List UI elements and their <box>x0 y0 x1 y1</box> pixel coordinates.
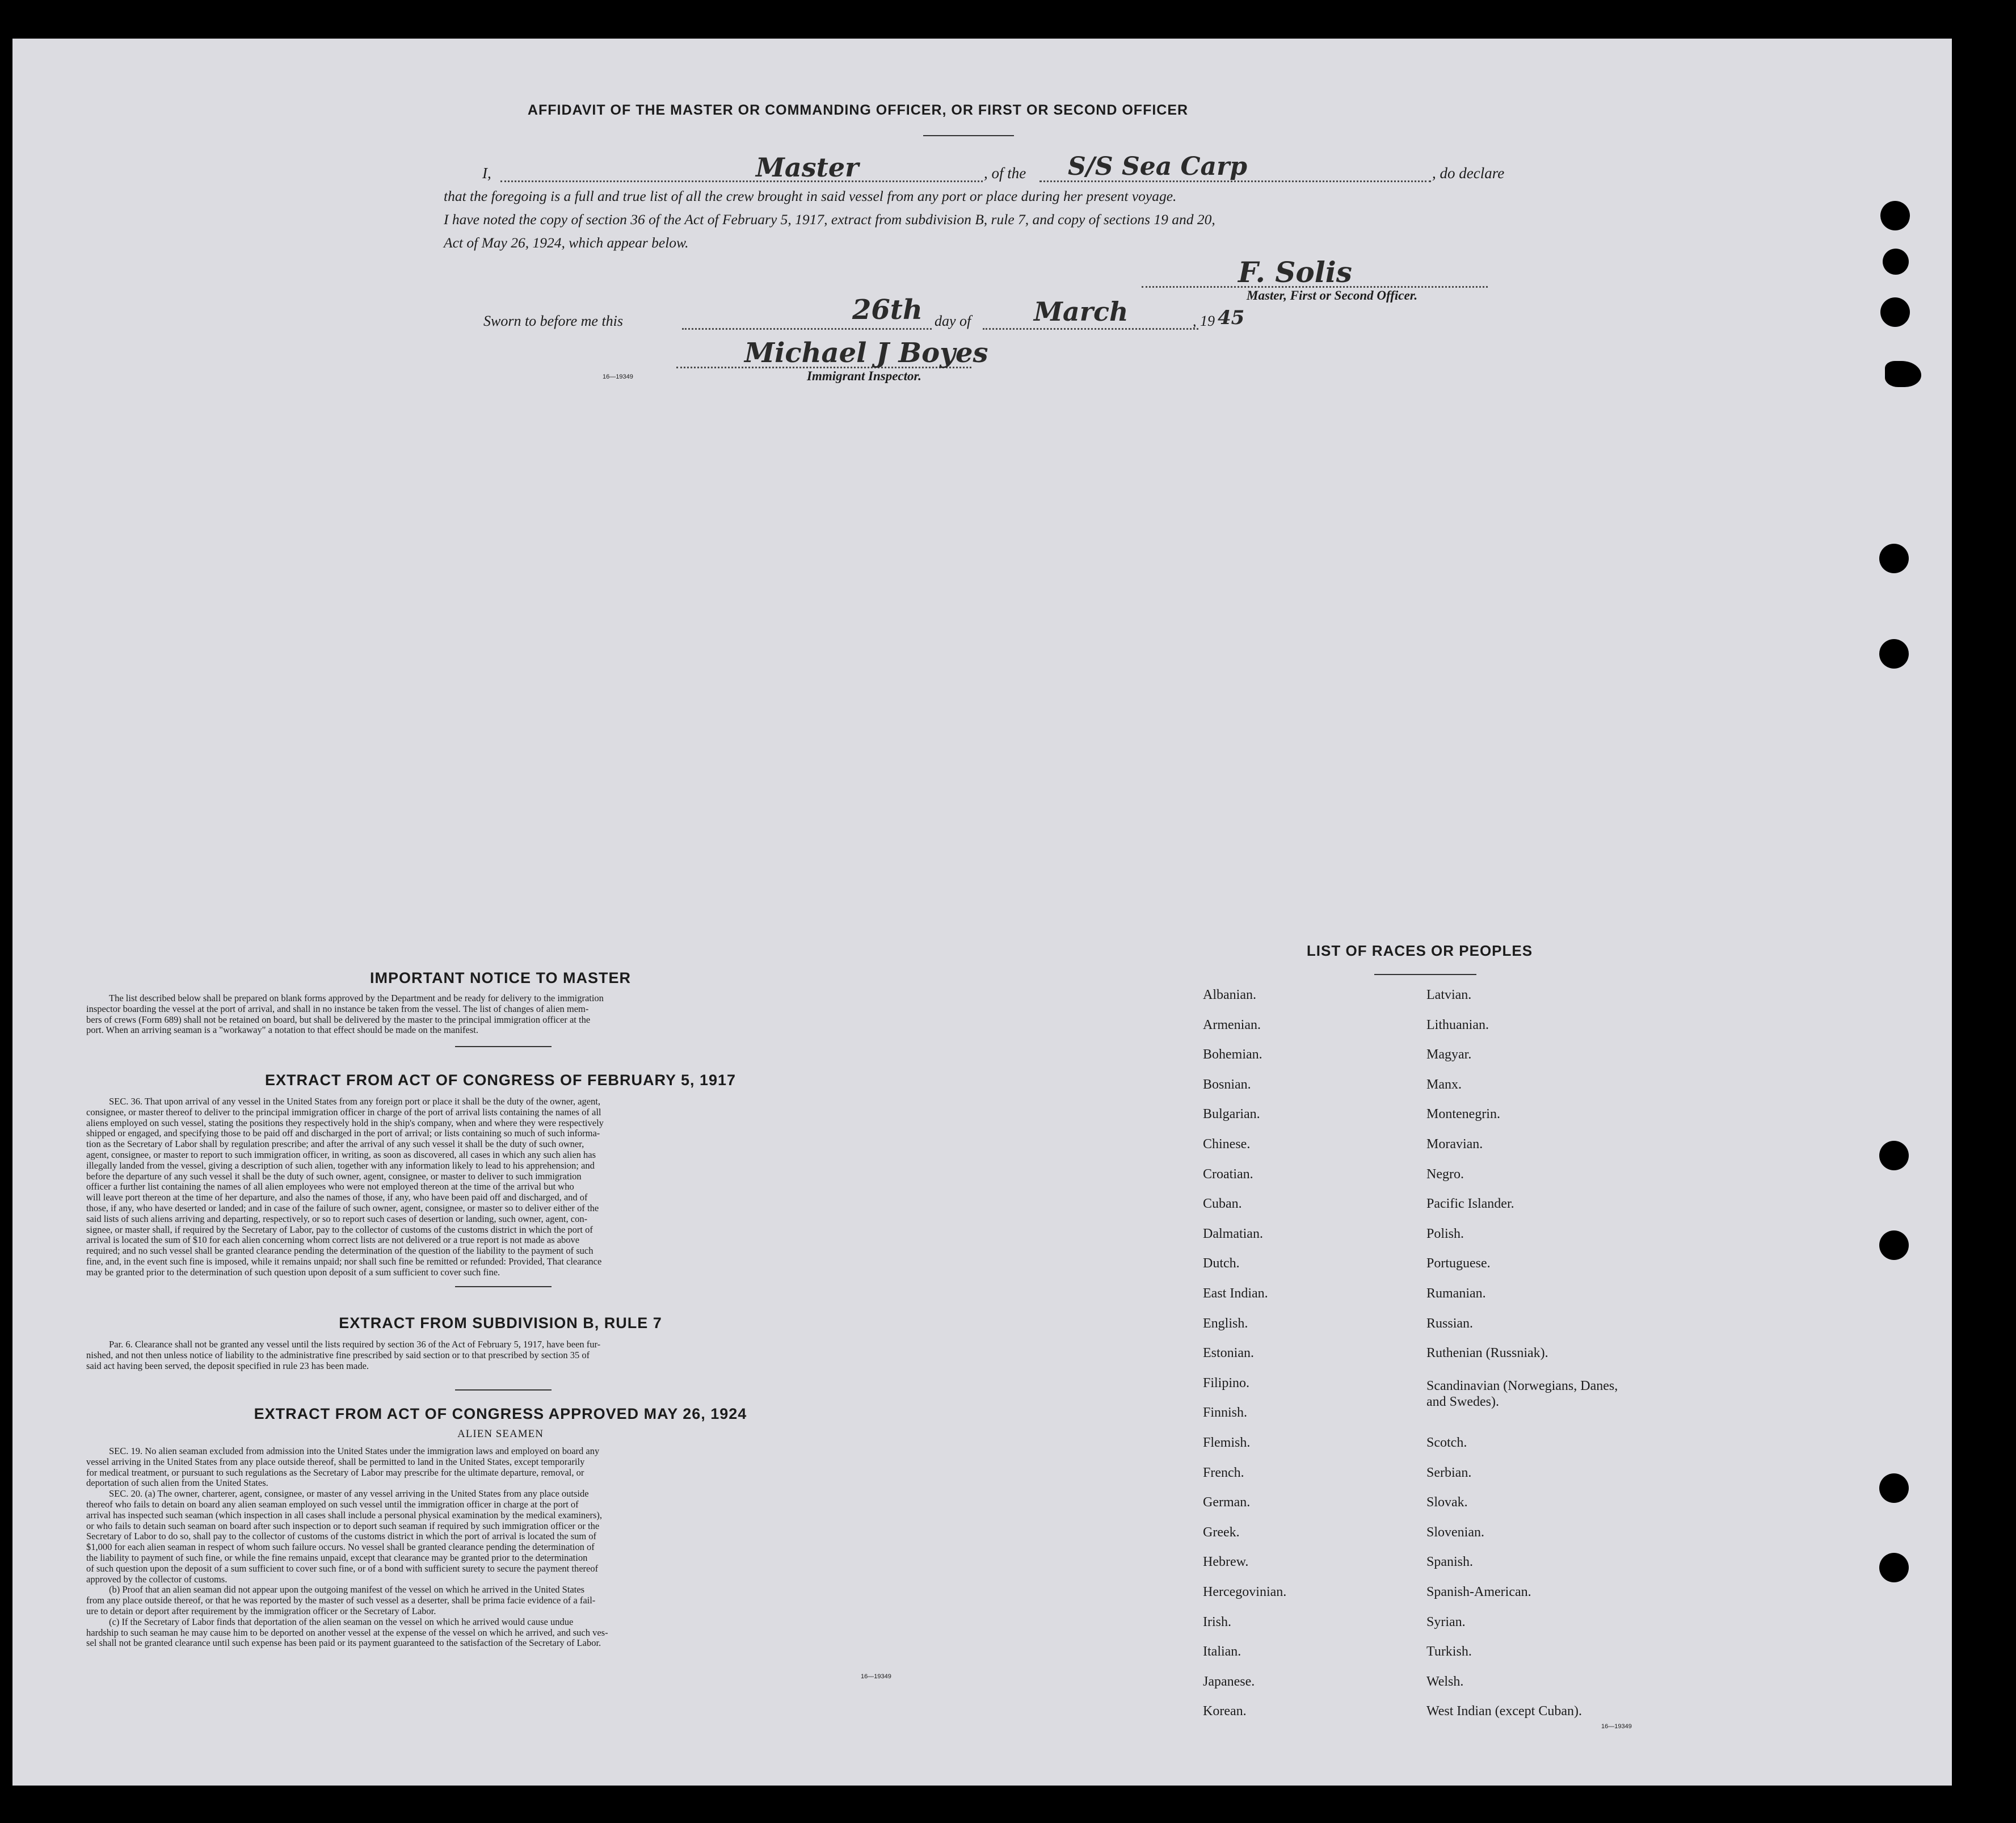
race-item: Turkish. <box>1426 1644 1472 1660</box>
race-item: Irish. <box>1203 1614 1231 1629</box>
race-item: Italian. <box>1203 1644 1241 1660</box>
text-line: consignee, or master thereof to deliver to the principal immigration officer in charge of the port of arrival lists containing the names of all <box>86 1106 601 1118</box>
text-line: for medical treatment, or pursuant to such regulations as the Secretary of Labor may prescribe for the ultimate departure, removal, or <box>86 1467 584 1478</box>
race-item: Scandinavian (Norwegians, Danes, and Swedes). <box>1426 1378 1618 1409</box>
race-item: Syrian. <box>1426 1614 1466 1629</box>
races-title: LIST OF RACES OR PEOPLES <box>1306 942 1533 959</box>
extract-1917-title: EXTRACT FROM ACT OF CONGRESS OF FEBRUARY 5, 1917 <box>264 1072 736 1089</box>
race-item: Lithuanian. <box>1426 1017 1489 1032</box>
text-line: illegally landed from the vessel, giving a description of such alien, together with any information likely to lead to his apprehension; and <box>86 1160 595 1171</box>
race-item: Croatian. <box>1203 1166 1253 1182</box>
officer-line <box>500 180 983 182</box>
race-item: Flemish. <box>1203 1435 1251 1450</box>
text-line: $1,000 for each alien seaman in respect of whom such failure occurs. No vessel shall be granted clearance pending the determination of <box>86 1541 595 1553</box>
text-line: approved by the collector of customs. <box>86 1573 228 1585</box>
race-item: East Indian. <box>1203 1286 1268 1301</box>
divider <box>455 1046 552 1047</box>
text-line: of such question upon the deposit of a sum sufficient to cover such fine, or of a bond with sufficient surety to secure the payment thereof <box>86 1562 599 1574</box>
punch-hole <box>1880 201 1910 230</box>
month-handwritten: March <box>1034 296 1129 327</box>
year-handwritten: 45 <box>1218 306 1245 329</box>
text-line: sel shall not be granted clearance until such expense has been paid or its payment guaranteed to the satisfaction of the Secretary of Labor. <box>86 1637 601 1649</box>
race-item: Portuguese. <box>1426 1256 1491 1271</box>
text-line: (b) Proof that an alien seaman did not appear upon the outgoing manifest of the vessel on which he arrived in the United States <box>109 1584 585 1595</box>
race-item: Latvian. <box>1426 988 1472 1002</box>
text-line: from any place outside thereof, or that he was reported by the master of such vessel as a deserter, shall be prima facie evidence of a fail- <box>86 1595 596 1606</box>
race-item: Magyar. <box>1426 1047 1472 1062</box>
race-item: Korean. <box>1203 1704 1247 1719</box>
race-item: Finnish. <box>1203 1405 1248 1421</box>
punch-hole <box>1879 1230 1909 1260</box>
master-caption: Master, First or Second Officer. <box>1247 288 1418 303</box>
affidavit-body-line: Act of May 26, 1924, which appear below. <box>444 234 689 251</box>
officer-handwritten: Master <box>756 152 859 183</box>
race-item: Hercegovinian. <box>1203 1585 1287 1599</box>
text-line: hardship to such seaman he may cause him to be deported on another vessel at the expense of the vessel on which he arrived, and such ves- <box>86 1627 608 1638</box>
text-line: vessel arriving in the United States from any place outside thereof, shall be permitted to land in the United States, except temporarily <box>86 1456 585 1467</box>
inspector-caption: Immigrant Inspector. <box>807 369 921 383</box>
race-item: Greek. <box>1203 1524 1240 1540</box>
text-line: Par. 6. Clearance shall not be granted any vessel until the lists required by section 36 of the Act of February 5, 1917, have been fur- <box>109 1339 601 1350</box>
punch-hole <box>1879 1473 1909 1503</box>
extract-1924-text <box>86 1446 937 1649</box>
punch-hole <box>1879 1141 1909 1170</box>
extract-rule7-title: EXTRACT FROM SUBDIVISION B, RULE 7 <box>339 1314 662 1331</box>
text-line: the liability to payment of such fine, or while the fine remains unpaid, except that clearance may be granted prior to the determination <box>86 1552 588 1563</box>
race-item: Armenian. <box>1203 1017 1261 1032</box>
divider <box>1374 974 1476 975</box>
text-line: nished, and not then unless notice of liability to the administrative fine prescribed by said section or to that prescribed by section 35 of <box>86 1349 590 1360</box>
master-signature: F. Solis <box>1238 255 1352 289</box>
race-item: Dutch. <box>1203 1256 1240 1271</box>
vessel-handwritten: S/S Sea Carp <box>1068 152 1248 181</box>
race-item: Manx. <box>1426 1077 1462 1092</box>
divider <box>923 135 1014 136</box>
race-item: West Indian (except Cuban). <box>1426 1704 1582 1719</box>
notice-text <box>86 993 937 1036</box>
text-line: arrival is located the sum of $10 for each alien concerning whom correct lists are not delivered or a true report is not made as above <box>86 1234 580 1246</box>
punch-hole <box>1879 1553 1909 1582</box>
text-line: port. When an arriving seaman is a "workaway" a notation to that effect should be made on the manifest. <box>86 1024 478 1036</box>
race-item: Spanish-American. <box>1426 1585 1531 1599</box>
punch-hole <box>1879 544 1909 573</box>
race-item: Chinese. <box>1203 1137 1251 1152</box>
race-item: Dalmatian. <box>1203 1226 1263 1241</box>
race-item: Cuban. <box>1203 1196 1242 1212</box>
race-item: Hebrew. <box>1203 1555 1249 1570</box>
affidavit-body-line: I have noted the copy of section 36 of the Act of February 5, 1917, extract from subdivision B, rule 7, and copy of sections 19 and 20, <box>444 211 1215 228</box>
month-line <box>983 328 1198 330</box>
race-item: Scotch. <box>1426 1435 1467 1450</box>
text-line: deportation of such alien from the United States. <box>86 1477 268 1489</box>
race-item: Albanian. <box>1203 988 1256 1002</box>
text-line: SEC. 19. No alien seaman excluded from admission into the United States under the immigration laws and employed on board any <box>109 1446 600 1456</box>
text-line: (c) If the Secretary of Labor finds that deportation of the alien seaman on the vessel on which he arrived would cause undue <box>109 1616 574 1627</box>
race-item: Bulgarian. <box>1203 1107 1260 1122</box>
sworn-label: Sworn to before me this <box>483 313 624 329</box>
race-item: Spanish. <box>1426 1555 1474 1570</box>
do-declare-label: , do declare <box>1432 165 1505 182</box>
text-line: agent, consignee, or master to report to such immigration officer, in writing, as soon as discovered, all cases in which any such alien has <box>86 1149 596 1160</box>
text-line: may be granted prior to the determination of such question upon deposit of a sum sufficient to cover such fine. <box>86 1266 500 1278</box>
affidavit-body-line: that the foregoing is a full and true list of all the crew brought in said vessel from any port or place during her present voyage. <box>444 188 1177 204</box>
year-printed: , 19 <box>1193 313 1215 329</box>
divider <box>455 1286 552 1287</box>
text-line: fine, and, in the event such fine is imposed, while it remains unpaid; nor shall such fine be remitted or refunded: Provided, That clearance <box>86 1255 602 1267</box>
text-line: SEC. 20. (a) The owner, charterer, agent, consignee, or master of any vessel arriving in the United States from any place outside <box>109 1488 589 1499</box>
of-the-label: , of the <box>984 165 1026 182</box>
extract-rule7-text <box>86 1339 937 1371</box>
race-item: Slovak. <box>1426 1495 1468 1510</box>
extract-1924-title: EXTRACT FROM ACT OF CONGRESS APPROVED MAY 26, 1924 <box>254 1405 747 1422</box>
text-line: Secretary of Labor to do so, shall pay to the collector of customs of the customs district in which the port of arrival is located the sum of <box>86 1531 597 1542</box>
text-line: or who fails to detain such seaman on board after such inspection or to deport such seaman if required by such immigration officer or the <box>86 1520 600 1531</box>
race-item: Moravian. <box>1426 1137 1483 1152</box>
text-line: signee, or master shall, if required by the Secretary of Labor, pay to the collector of customs of the customs district in which the port of <box>86 1224 593 1235</box>
text-line: officer a further list containing the names of all alien employees who were not employed thereon at the time of the arrival but who <box>86 1181 574 1192</box>
text-line: said lists of such aliens arriving and departing, respectively, or so to report such cases of desertion or landing, such owner, agent, con- <box>86 1213 588 1224</box>
day-of-label: day of <box>935 313 971 329</box>
text-line: will leave port thereon at the time of her departure, and also the names of those, if any, who have been paid off and discharged, and of <box>86 1192 588 1203</box>
race-item: Negro. <box>1426 1166 1464 1182</box>
extract-1917-text <box>86 1097 937 1278</box>
punch-hole <box>1879 639 1909 669</box>
day-line <box>682 328 932 330</box>
divider <box>455 1389 552 1391</box>
text-line: The list described below shall be prepared on blank forms approved by the Department and be ready for delivery to the immigration <box>109 993 604 1003</box>
notice-title: IMPORTANT NOTICE TO MASTER <box>370 969 631 986</box>
text-line: thereof who fails to detain on board any alien seaman employed on such vessel until the immigration officer in charge at the port of <box>86 1498 579 1510</box>
text-line: required; and no such vessel shall be granted clearance pending the determination of the question of the liability to the payment of such <box>86 1245 594 1257</box>
text-line: SEC. 36. That upon arrival of any vessel in the United States from any foreign port or place it shall be the duty of the owner, agent, <box>109 1096 600 1107</box>
race-item: Japanese. <box>1203 1674 1255 1689</box>
punch-hole <box>1880 297 1910 327</box>
affidavit-title: AFFIDAVIT OF THE MASTER OR COMMANDING OFFICER, OR FIRST OR SECOND OFFICER <box>527 102 1189 118</box>
race-item: Serbian. <box>1426 1465 1472 1480</box>
race-item: Ruthenian (Russniak). <box>1426 1346 1548 1361</box>
punch-hole <box>1885 361 1921 387</box>
race-item: French. <box>1203 1465 1244 1480</box>
inspector-signature: Michael J Boyes <box>744 337 988 369</box>
text-line: those, if any, who have deserted or landed; and in case of the failure of such owner, agent, consignee, or master so to deliver either of the <box>86 1202 599 1213</box>
text-line: inspector boarding the vessel at the port of arrival, and shall in no instance be taken from the vessel. The list of changes of alien mem- <box>86 1003 589 1014</box>
text-line: arrival has inspected such seaman (which inspection in all cases shall include a personal physical examination by the medical examiners), <box>86 1509 603 1520</box>
form-number: 16—19349 <box>1601 1723 1632 1730</box>
text-line: shipped or engaged, and specifying those to be paid off and discharged in the port of arrival; or lists containing so much of such informa- <box>86 1128 600 1139</box>
punch-hole <box>1883 249 1909 275</box>
race-item: Slovenian. <box>1426 1524 1484 1540</box>
text-line: tion as the Secretary of Labor shall by regulation prescribe; and after the arrival of any such vessel it shall be the duty of such owner, <box>86 1139 584 1150</box>
race-item: Welsh. <box>1426 1674 1464 1689</box>
form-number: 16—19349 <box>603 373 633 380</box>
race-item: Bohemian. <box>1203 1047 1262 1062</box>
race-item: Filipino. <box>1203 1375 1250 1391</box>
text-line: said act having been served, the deposit specified in rule 23 has been made. <box>86 1360 369 1371</box>
extract-1924-subtitle: ALIEN SEAMEN <box>457 1428 544 1440</box>
race-item: German. <box>1203 1495 1251 1510</box>
text-line: before the departure of any such vessel it shall be the duty of such owner, agent, consignee, or master to deliver to such immigration <box>86 1170 582 1182</box>
race-item: Bosnian. <box>1203 1077 1251 1092</box>
race-item: Rumanian. <box>1426 1286 1486 1301</box>
race-item: Pacific Islander. <box>1426 1196 1514 1212</box>
document-sheet <box>12 39 1952 1786</box>
i-label: I, <box>482 165 491 182</box>
text-line: bers of crews (Form 689) shall not be retained on board, but shall be delivered by the master to the principal immigration officer at the <box>86 1014 591 1025</box>
race-item: Montenegrin. <box>1426 1107 1500 1122</box>
race-item: Estonian. <box>1203 1346 1254 1361</box>
race-item: Polish. <box>1426 1226 1464 1241</box>
race-item: English. <box>1203 1316 1248 1331</box>
day-handwritten: 26th <box>852 294 923 326</box>
race-item: Russian. <box>1426 1316 1474 1331</box>
text-line: aliens employed on such vessel, stating the positions they respectively hold in the ship's company, when and where they were respectively <box>86 1117 604 1128</box>
form-number: 16—19349 <box>861 1673 891 1680</box>
text-line: ure to detain or deport after requirement by the immigration officer or the Secretary of Labor. <box>86 1605 436 1616</box>
